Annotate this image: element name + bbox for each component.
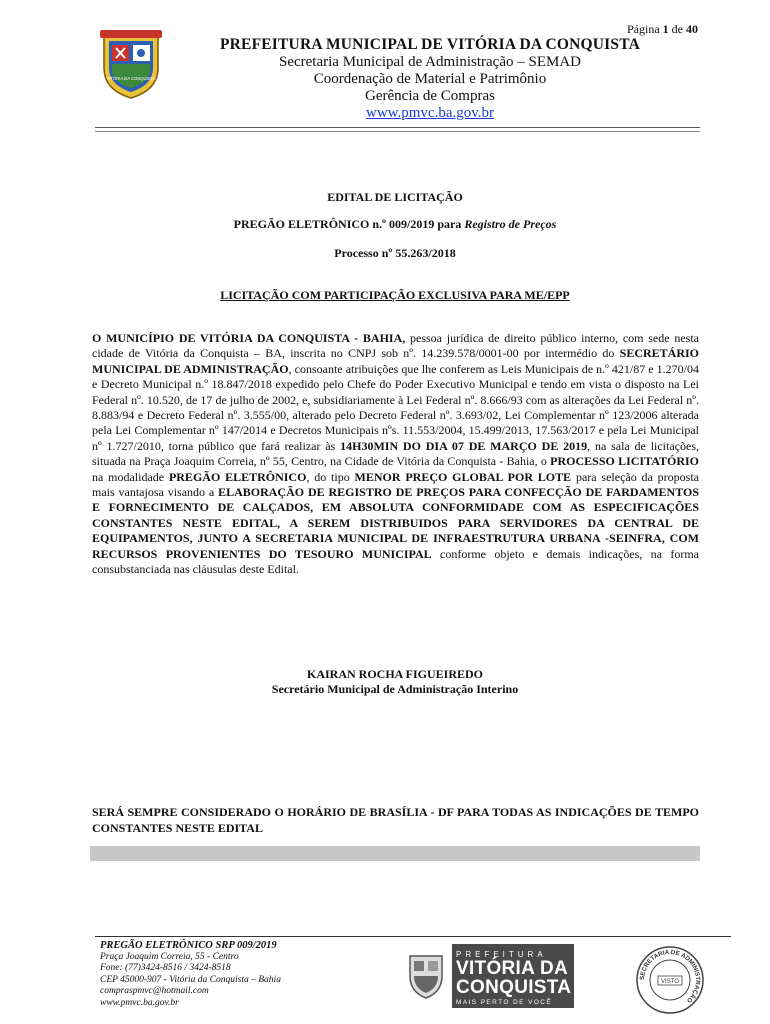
municipal-crest-icon: [98, 28, 164, 100]
logo-prefeitura: PREFEITURA: [456, 950, 547, 959]
footer-site: www.pmvc.ba.gov.br: [100, 997, 179, 1008]
website-link[interactable]: www.pmvc.ba.gov.br: [365, 105, 495, 121]
page-number: Página 1 de 40: [627, 22, 698, 36]
logo-tagline: MAIS PERTO DE VOCÊ: [456, 999, 553, 1006]
logo-crest-icon: [406, 952, 446, 1000]
footer-divider: [95, 936, 731, 937]
signatory-name: KAIRAN ROCHA FIGUEIREDO: [306, 667, 483, 681]
footer-email: compraspmvc@hotmail.com: [100, 986, 209, 996]
header-line-3: Gerência de Compras: [365, 88, 495, 104]
seal-ring-text: SECRETARIA DE ADMINISTRAÇÃO: [638, 948, 702, 1004]
logo-vitoria: VITÓRIA DA: [456, 958, 569, 979]
secretaria-seal-icon: [634, 944, 706, 1016]
header-title: PREFEITURA MUNICIPAL DE VITÓRIA DA CONQUISTA: [219, 36, 641, 53]
edital-title: EDITAL DE LICITAÇÃO: [327, 190, 463, 204]
gray-separator-bar: [90, 846, 700, 861]
header-line-1: Secretaria Municipal de Administração – SEMAD: [278, 54, 581, 70]
footer-title: PREGÃO ELETRÔNICO SRP 009/2019: [100, 940, 277, 951]
pregao-line: PREGÃO ELETRÔNICO n.º 009/2019 para Registro de Preços: [233, 217, 557, 231]
edital-preamble: O MUNICÍPIO DE VITÓRIA DA CONQUISTA - BAHIA, pessoa jurídica de direito público interno, com sede nesta cidade de Vitória da Conquista – BA, inscrita no CNPJ sob nº. 14.239.578/0001-00 por intermédio do SECRETÁRIO MUNICIPAL DE ADMINISTRAÇÃO, consoante atribuições que lhe conferem as Leis Municipais de n.º 421/87 e 1.270/04 e Decreto Municipal n.º 18.847/2018 expedido pelo Chefe do Poder Executivo Municipal e tendo em vista o disposto na Lei Federal nº. 10.520, de 17 de julho de 2002, e, subsidiariamente à Lei Federal nº. 8.666/93 com as alterações da Lei Federal nº. 8.883/94 e Decreto Federal nº. 3.555/00, alterado pelo Decreto Federal nº. 3.693/02, Lei Complementar nº 123/2006 alterada pela Lei Complementar nº 147/2014 e Decretos Municipais nºs. 11.553/2004, 15.499/2013, 17.563/2017 e pela Lei Municipal nº 1.727/2010, torna público que fará realizar às 14H30MIN DO DIA 07 DE MARÇO DE 2019, na sala de licitações, situada na Praça Joaquim Correia, nº 55, Centro, na Cidade de Vitória da Conquista - Bahia, o PROCESSO LICITATÓRIO na modalidade PREGÃO ELETRÔNICO, do tipo MENOR PREÇO GLOBAL POR LOTE para seleção da proposta mais vantajosa visando a ELABORAÇÃO DE REGISTRO DE PREÇOS PARA CONFECÇÃO DE FARDAMENTOS E FORNECIMENTO DE CALÇADOS, EM ABSOLUTA CONFORMIDADE COM AS ESPECIFICAÇÕES CONSTANTES NESTE EDITAL, A SEREM DISTRIBUIDOS PARA SERVIDORES DA CENTRAL DE EQUIPAMENTOS, JUNTO A SECRETARIA MUNICIPAL DE INFRAESTRUTURA URBANA -SEINFRA, COM RECURSOS PROVENIENTES DO TESOURO MUNICIPAL conforme objeto e demais indicações, na forma consubstanciada nas cláusulas deste Edital.: [92, 331, 700, 577]
timezone-notice: SERÁ SEMPRE CONSIDERADO O HORÁRIO DE BRASÍLIA - DF PARA TODAS AS INDICAÇÕES DE TEMPO CONSTANTES NESTE EDITAL: [92, 805, 699, 835]
seal-center-text: VISTO: [661, 979, 679, 985]
logo-conquista: CONQUISTA: [456, 977, 572, 998]
page-header: [170, 36, 690, 122]
crest-text: VITÓRIA DA CONQUISTA: [106, 76, 156, 81]
footer-address-block: [100, 940, 281, 1009]
header-divider: [95, 127, 700, 128]
header-line-2: Coordenação de Material e Patrimônio: [313, 71, 547, 87]
processo-number: Processo nº 55.263/2018: [334, 246, 456, 260]
footer-phone: Fone: (77)3424-8516 / 3424-8518: [100, 963, 231, 973]
exclusive-participation: LICITAÇÃO COM PARTICIPAÇÃO EXCLUSIVA PARA ME/EPP: [220, 288, 570, 302]
signatory-role: Secretário Municipal de Administração Interino: [271, 682, 519, 696]
svg-text:SECRETARIA DE ADMINISTRAÇÃO: [639, 949, 701, 1004]
footer-cep: CEP 45000-907 - Vitória da Conquista – Bahia: [100, 974, 281, 985]
footer-address: Praça Joaquim Correia, 55 - Centro: [100, 951, 239, 962]
header-divider-secondary: [95, 131, 700, 132]
prefeitura-logo: [400, 944, 576, 1008]
